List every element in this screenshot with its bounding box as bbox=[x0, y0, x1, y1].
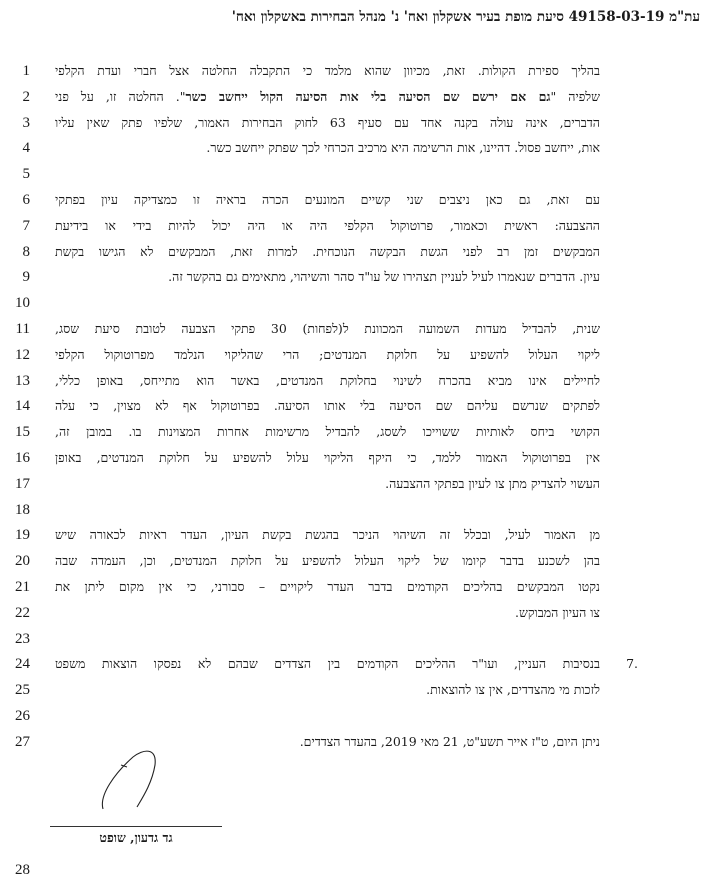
line-text: שנית, להבדיל מעדות השמועה המכוונת ל(לפחות) 30 פתקי הצבעה לטובת סיעת שסג, bbox=[55, 321, 600, 336]
document-line bbox=[0, 471, 720, 497]
document-line bbox=[0, 703, 720, 729]
document-line bbox=[0, 574, 720, 600]
document-line bbox=[0, 264, 720, 290]
line-text: הדברים, אינה עולה בקנה אחד עם סעיף 63 לחוק הבחירות האמור, שלפיו פתק שאין עליו bbox=[55, 114, 600, 130]
line-number: 3 bbox=[22, 114, 30, 131]
document-line bbox=[0, 239, 720, 265]
line-text: לפתקים שנרשם עליהם שם הסיעה בלי אותו הסיעה. בפרוטוקול אף לא מצוין, כי עלה bbox=[55, 398, 600, 414]
line-number: 6 bbox=[22, 192, 30, 208]
document-line bbox=[0, 497, 720, 523]
document-line bbox=[0, 58, 720, 84]
document-line bbox=[0, 290, 720, 316]
line-number: 25 bbox=[15, 682, 30, 699]
line-text: בנסיבות העניין, ועו"ר ההליכים הקודמים בין הצדדים שבהם לא נפסקו הוצאות משפט bbox=[55, 656, 600, 672]
document-line bbox=[0, 548, 720, 574]
document-line bbox=[0, 135, 720, 161]
line-text: אות, ייחשב פסול. דהיינו, אות הרשימה היא מרכיב הכרחי לכך שפתק ייחשב כשר. bbox=[206, 140, 600, 156]
document-line bbox=[0, 161, 720, 187]
judge-signature bbox=[85, 745, 165, 819]
case-header: עת"מ 49158-03-19 סיעת מופת בעיר אשקלון ואח' נ' מנהל הבחירות באשקלון ואח' bbox=[231, 9, 700, 25]
line-text: העשוי להצדיק מתן צו לעיון בפתקי ההצבעה. bbox=[385, 475, 600, 491]
document-line bbox=[0, 445, 720, 471]
line-number: 14 bbox=[15, 398, 30, 415]
line-text: ההצבעה: ראשית וכאמור, פרוטוקול הקלפי היה או היה יכול להיות בידי או בידיעת bbox=[55, 217, 600, 233]
line-number: 16 bbox=[15, 450, 30, 466]
document-line bbox=[0, 187, 720, 213]
line-number: 15 bbox=[15, 424, 30, 441]
line-number: 18 bbox=[15, 501, 30, 518]
document-line bbox=[0, 626, 720, 652]
line-number: 8 bbox=[22, 243, 30, 260]
signature-line bbox=[50, 826, 222, 827]
line-number: 27 bbox=[15, 733, 30, 750]
line-number: 12 bbox=[15, 346, 30, 363]
judge-name: גד גדעון, שופט bbox=[99, 830, 173, 845]
document-line bbox=[0, 316, 720, 342]
line-text: הקושי ביחס לאותיות ששוייכו לשסג, להבדיל מרשימות אחרות המצוינות בו. במובן זה, bbox=[55, 424, 600, 440]
line-text: אין בפרוטוקול האמור ללמד, כי היקף הליקוי עלול להשפיע על חלוקת המנדטים, באופן bbox=[55, 450, 600, 465]
line-number: 2 bbox=[22, 88, 30, 105]
document-line bbox=[0, 651, 720, 677]
line-text-part: ". החלטה זו, על פני bbox=[55, 88, 186, 104]
line-text: מן האמור לעיל, ובכלל זה השיהוי הניכר בהגשת בקשת העיון, העדר ראיות לכאורה שיש bbox=[55, 527, 600, 543]
line-text: נקטו המבקשים בהליכים הקודמים בדבר העדר ליקויים – סבורני, כי אין מקום ליתן את bbox=[55, 579, 600, 594]
line-number: 19 bbox=[15, 527, 30, 544]
document-line bbox=[0, 393, 720, 419]
line-text: לזכות מי מהצדדים, אין צו להוצאות. bbox=[426, 682, 600, 698]
line-number: 26 bbox=[15, 708, 30, 724]
document-line bbox=[0, 677, 720, 703]
line-number: 10 bbox=[15, 295, 30, 312]
line-text bbox=[55, 84, 600, 110]
line-number: 7 bbox=[22, 217, 30, 234]
line-number: 17 bbox=[15, 475, 30, 492]
document-line bbox=[0, 419, 720, 445]
line-text: עיון. הדברים שנאמרו לעיל לעניין תצהירו של עו"ד סהר והשיהוי, מתאימים גם בהקשר זה. bbox=[168, 269, 600, 285]
line-number: 11 bbox=[15, 321, 30, 337]
line-text: ליקוי העלול להשפיע על חלוקת המנדטים; הרי שהליקוי הנלמד מפרוטוקול הקלפי bbox=[55, 346, 600, 362]
line-text-part: שלפיה " bbox=[550, 88, 600, 104]
line-text: צו העיון המבוקש. bbox=[515, 604, 600, 620]
line-text: לחיילים אינו מביא בהכרח לשינוי בחלוקת המנדטים, באשר הוא מתייחס, באופן כללי, bbox=[55, 372, 600, 388]
line-number: 22 bbox=[15, 604, 30, 621]
line-number: 20 bbox=[15, 553, 30, 570]
document-line bbox=[0, 600, 720, 626]
document-line bbox=[0, 213, 720, 239]
line-text: בהן לשכנע בדבר קיומו של ליקוי העלול להשפיע על חלוקת המנדטים, וכן, העמדה שבה bbox=[55, 553, 600, 569]
line-text: ניתן היום, ט"ז אייר תשע"ט, 21 מאי 2019, בהעדר הצדדים. bbox=[299, 733, 600, 749]
line-number: 24 bbox=[15, 656, 30, 673]
document-line bbox=[0, 368, 720, 394]
line-number: 21 bbox=[15, 579, 30, 595]
line-number: 9 bbox=[22, 269, 30, 286]
quoted-decision: גם אם ירשם שם הסיעה בלי אות הסיעה הקול ייחשב כשר bbox=[185, 88, 551, 104]
line-number: 4 bbox=[22, 140, 30, 157]
document-line bbox=[0, 522, 720, 548]
line-text: המבקשים זמן רב לפני הגשת הבקשה הנוכחית. למרות זאת, המבקשים לא הגישו בקשת bbox=[55, 243, 600, 259]
line-number: 23 bbox=[15, 630, 30, 647]
line-text: עם זאת, גם כאן ניצבים שני קשיים המונעים הכרה בראיה זו כמצדיקה עיון בפתקי bbox=[55, 192, 600, 207]
document-line bbox=[0, 342, 720, 368]
document-line bbox=[0, 84, 720, 110]
line-text: בהליך ספירת הקולות. זאת, מכיוון שהוא מלמד כי התקבלה החלטה אצל חברי ועדת הקלפי bbox=[55, 63, 600, 78]
line-number: 28 bbox=[15, 862, 30, 878]
line-number: 5 bbox=[22, 166, 30, 183]
document-line bbox=[0, 110, 720, 136]
paragraph-number: .7 bbox=[626, 656, 638, 672]
line-number: 13 bbox=[15, 372, 30, 389]
line-number: 1 bbox=[22, 63, 30, 79]
